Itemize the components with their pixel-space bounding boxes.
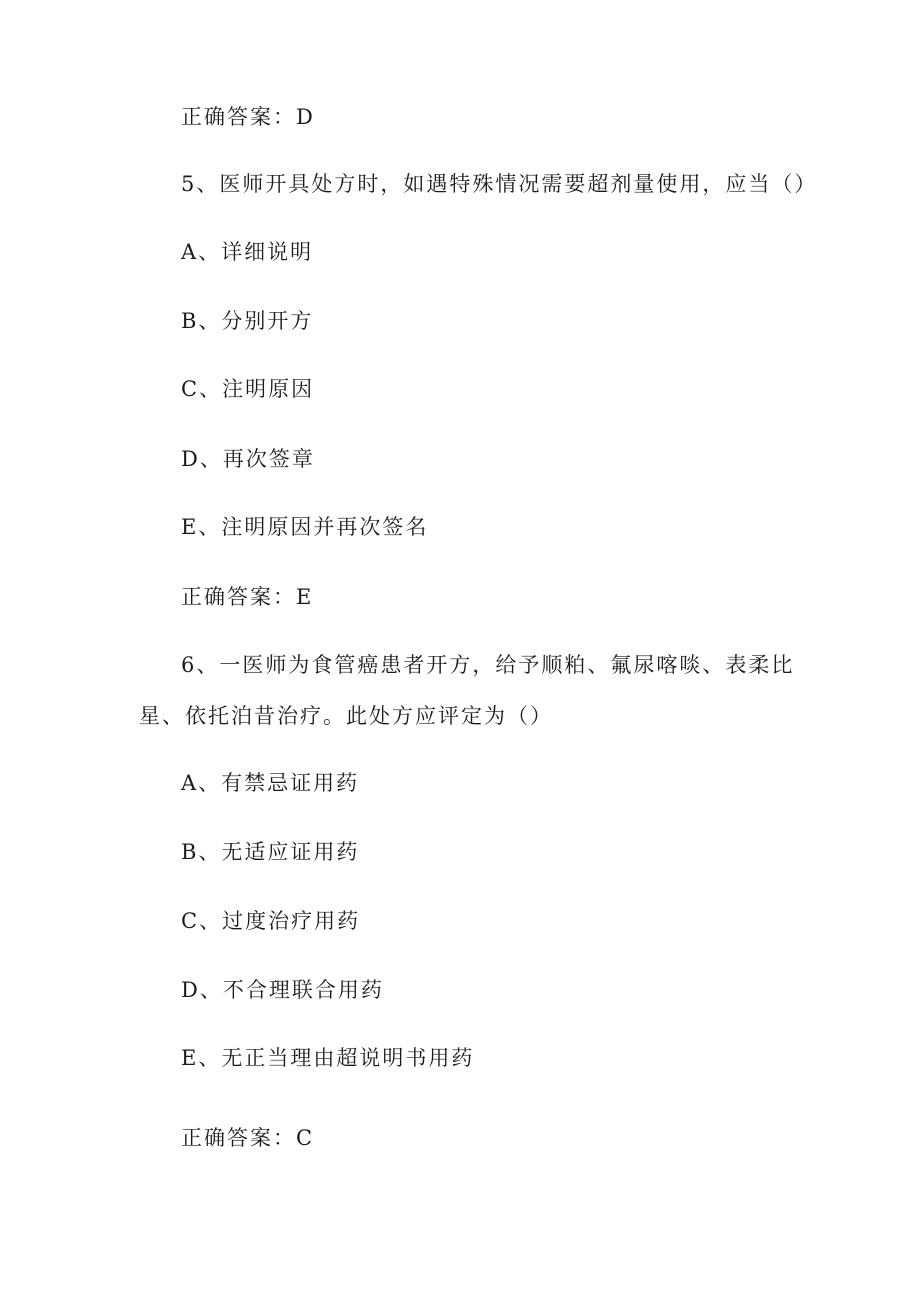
previous-answer: 正确答案：D (181, 105, 315, 129)
q5-option-b: B、分别开方 (181, 309, 314, 333)
q5-answer: 正确答案：E (181, 585, 314, 609)
q5-option-d: D、再次签章 (181, 447, 315, 471)
q6-option-d: D、不合理联合用药 (181, 978, 384, 1002)
q6-stem-line-2: 星、依托泊昔治疗。此处方应评定为（） (139, 704, 553, 728)
q6-option-a: A、有禁忌证用药 (181, 771, 360, 795)
q6-option-e: E、无正当理由超说明书用药 (181, 1046, 475, 1070)
q6-option-b: B、无适应证用药 (181, 840, 360, 864)
q6-option-c: C、过度治疗用药 (181, 909, 361, 933)
q5-option-e: E、注明原因并再次签名 (181, 515, 429, 539)
q6-answer: 正确答案：C (181, 1126, 315, 1150)
q5-option-c: C、注明原因 (181, 377, 315, 401)
q5-option-a: A、详细说明 (181, 240, 314, 264)
q5-stem: 5、医师开具处方时，如遇特殊情况需要超剂量使用，应当（） (181, 172, 818, 196)
q6-stem-line-1: 6、一医师为食管癌患者开方，给予顺粕、氟尿喀啖、表柔比 (181, 653, 795, 677)
